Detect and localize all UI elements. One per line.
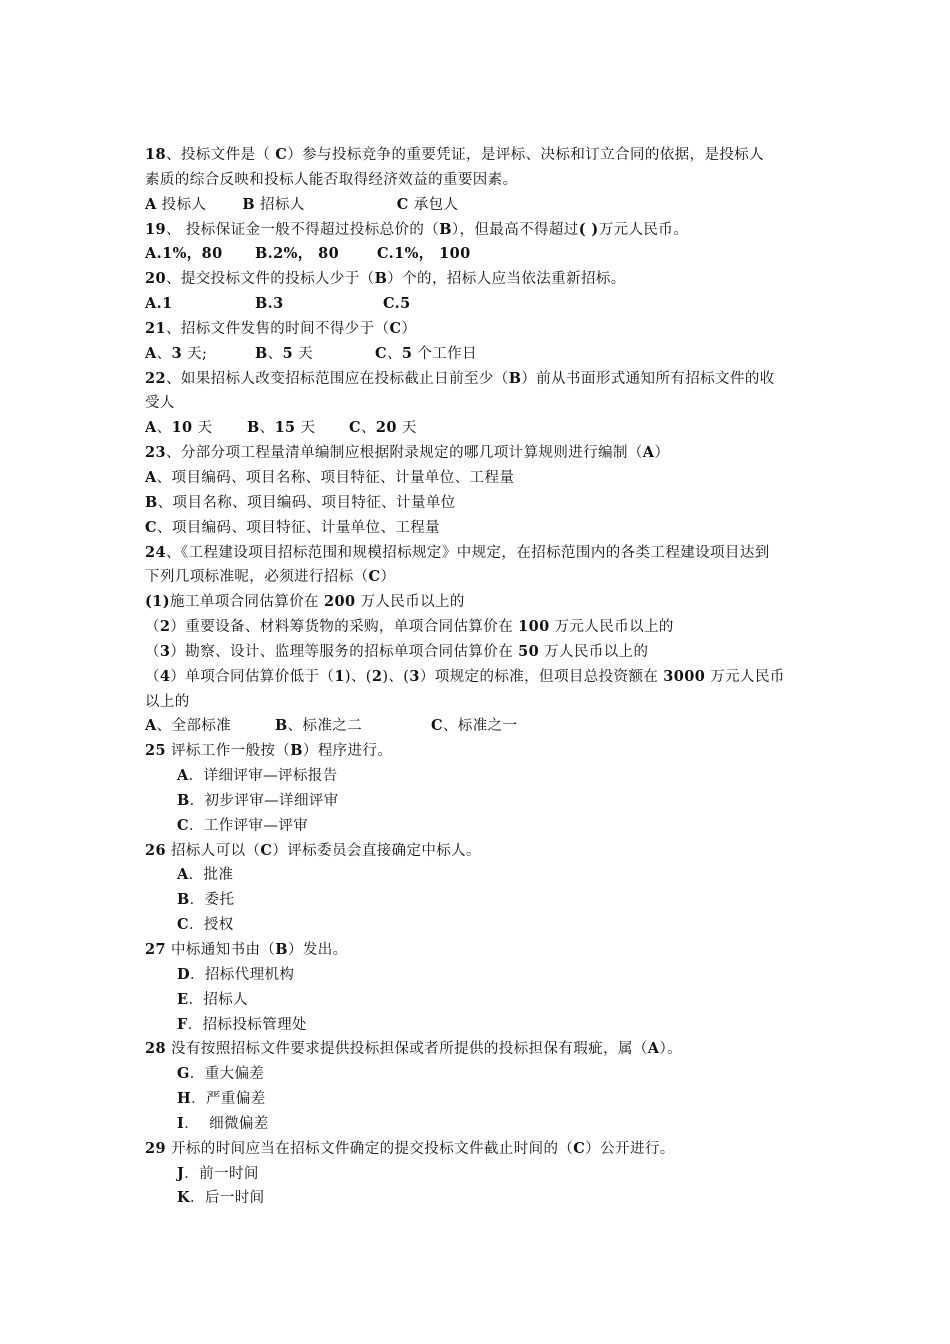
question-24-criterion-4: （4）单项合同估算价低于（1)、(2)、(3）项规定的标准，但项目总投资额在 3000 万元人民币 [145,667,785,685]
question-text: 、提交投标文件的投标人少于（ [165,271,375,288]
question-25-option-b [145,789,810,814]
option-text: ．后一时间 [190,1190,265,1207]
option-c [431,718,517,734]
option-number: 3 [171,344,183,362]
answer: B [439,220,452,238]
question-text: ）公开进行。 [585,1140,675,1157]
question-27-option-d [145,963,810,988]
option-key: A [145,419,157,437]
option-key: A [145,344,157,362]
question-29-option-j [145,1162,810,1187]
option-key: A [145,468,157,486]
question-text: 素质的综合反映和投标人能否取得经济效益的重要因素。 [145,171,518,188]
option-key: C [431,717,443,735]
option-text: ．初步评审—详细评审 [189,792,339,809]
criterion-number: 50 [518,642,540,660]
option-key: B [145,493,158,511]
question-25-option-c [145,814,810,839]
option-text: 、全部标准 [156,718,232,735]
option-text: ．详细评审—评标报告 [188,768,338,785]
criterion-key: (1) [145,593,171,611]
option-key: F [177,1015,188,1033]
question-number: 23 [145,444,166,462]
option-key: C [375,344,387,362]
question-20 [145,267,810,292]
option-text: 、项目编码、项目特征、计量单位、工程量 [156,519,441,536]
criterion-text: 万人民币以上的 [355,594,465,611]
question-text: ）前从书面形式通知所有招标文件的收 [521,370,775,387]
option-key: C [145,518,157,536]
option-text: ．委托 [189,892,235,909]
question-26-option-b [145,888,810,913]
question-text: ） [654,445,670,462]
criterion-text: 施工单项合同估算价在 [170,594,325,611]
option-c: C、5 个工作日 [375,344,477,362]
question-text: 、《工程建设项目招标范围和规模招标规定》中规定，在招标范围内的各类工程建设项目达到 [165,544,770,561]
criterion-text: 万人民币以上的 [539,643,649,660]
criterion-ref: 3 [409,667,420,685]
option-key: I [177,1114,185,1132]
option-a: A.1 [145,295,173,313]
option-text: 招标人 [255,196,305,213]
option-text: ．招标人 [188,991,249,1008]
answer: C [573,1139,586,1157]
option-text: ．严重偏差 [191,1091,266,1108]
criterion-key: 4 [159,667,171,685]
question-19-options [145,242,810,267]
option-b [275,714,431,739]
question-text: 招标人可以（ [165,842,261,859]
option-b: B、15 天 [247,419,316,437]
question-23-option-b [145,491,810,516]
option-text: ．重大偏差 [189,1066,265,1083]
option-a [145,714,275,739]
option-key: C [177,816,189,834]
question-20-options [145,292,810,317]
question-24 [145,541,810,566]
question-text: 没有按照招标文件要求提供投标担保或者所提供的投标担保有瑕疵，属（ [165,1041,648,1058]
option-c: C.5 [383,295,411,313]
option-text: 、标准之一 [442,718,518,735]
option-key: J [177,1164,185,1182]
question-text: 中标通知书由（ [165,942,276,958]
answer: C [260,841,273,859]
criterion-number: 3000 [663,667,706,685]
question-number: 24 [145,543,166,561]
question-text: 评标工作一般按（ [165,743,291,760]
option-key: E [177,990,189,1008]
option-text: 个工作日 [412,345,477,362]
option-key: H [177,1090,192,1108]
question-number: 27 [145,941,166,958]
question-number: 25 [145,742,166,760]
question-27-option-f [145,1013,810,1038]
question-text: 受人 [145,395,175,412]
option-number: 5 [401,344,413,362]
criterion-ref: 1 [334,667,345,685]
option-number: 5 [282,344,294,362]
answer: C [368,568,381,586]
criterion-text: ）单项合同估算价低于（ [170,668,335,685]
option-text: 、项目编码、项目名称、项目特征、计量单位、工程量 [156,469,515,486]
option-key: C [177,916,189,934]
option-b: B.2%， 80 [255,245,340,263]
option-text: 承包人 [408,196,459,213]
question-28-option-g [145,1062,810,1087]
option-text: ．前一时间 [184,1165,259,1182]
question-text: ）程序进行。 [302,743,393,760]
question-number: 22 [145,369,166,387]
criterion-paren: （ [145,619,160,636]
criterion-ref: 2 [371,667,383,685]
option-text: ．工作评审—评审 [188,817,309,834]
option-a: A.1%，80 [145,245,223,263]
option-text: 、项目名称、项目编码、项目特征、计量单位 [157,494,456,511]
answer: B [290,742,303,760]
question-24-criterion-4-cont [145,690,810,715]
question-26-option-a [145,863,810,888]
question-22-options [145,416,810,441]
answer: A [647,1040,660,1058]
question-text: 、 投标保证金一般不得超过投标总价的（ [165,221,440,238]
question-25-option-a [145,764,810,789]
question-22 [145,367,810,392]
option-text: ． 细微偏差 [184,1115,269,1132]
option-b: B、5 天 [255,344,313,362]
question-29-option-k [145,1186,810,1211]
question-text: 、如果招标人改变招标范围应在投标截止日前至少（ [165,370,509,387]
criterion-text: ）重要设备、材料筹货物的采购，单项合同估算价在 [170,619,519,636]
question-23 [145,441,810,466]
option-key: B [242,195,256,213]
criterion-text: ）项规定的标准，但项目总投资额在 [419,668,664,685]
question-19 [145,218,810,243]
question-27 [145,938,810,963]
option-text: 投标人 [156,196,207,213]
criterion-text: 以上的 [145,693,190,710]
question-22-cont [145,391,810,416]
criterion-key: 2 [159,618,171,636]
option-a: A、10 天 [145,419,213,437]
question-29 [145,1137,810,1162]
question-number: 19 [145,220,166,238]
question-text: ），但最高不得超过 [451,221,579,238]
option-text: 、标准之二 [287,718,363,735]
question-24-criterion-3: （3）勘察、设计、监理等服务的招标单项合同估算价在 50 万人民币以上的 [145,642,649,660]
blank: ( ) [578,220,599,238]
answer: C [275,146,288,163]
option-key: K [177,1189,191,1207]
option-text: 天; [182,345,208,362]
question-23-option-c [145,516,810,541]
question-text: 、招标文件发售的时间不得少于（ [165,320,390,337]
option-text: 天 [192,420,213,437]
question-text: 、投标文件是（ [165,147,276,163]
question-text: ）参与投标竞争的重要凭证，是评标、决标和订立合同的依据，是投标人 [287,147,765,163]
answer: B [374,270,388,288]
question-number: 21 [145,319,166,337]
option-key: G [177,1065,190,1083]
criterion-number: 200 [324,593,356,611]
answer: B [508,369,522,387]
option-key: A [177,866,189,884]
criterion-key: 3 [159,642,171,660]
question-18-cont [145,168,810,193]
question-23-option-a [145,466,810,491]
question-text: 开标的时间应当在招标文件确定的提交投标文件截止时间的（ [165,1140,574,1157]
option-text: 天 [295,420,316,437]
question-24-options [145,714,810,739]
question-number: 18 [145,146,166,163]
option-key: A [145,717,157,735]
question-number: 29 [145,1139,166,1157]
question-text: 、分部分项工程量清单编制应根据附录规定的哪几项计算规则进行编制（ [165,445,643,462]
question-24-cont [145,565,810,590]
option-text: ．批准 [188,867,234,884]
question-text: ）评标委员会直接确定中标人。 [272,842,481,859]
option-number: 10 [171,419,193,437]
criterion-text: 万元人民币 [705,668,785,685]
criterion-text: 万元人民币以上的 [549,619,674,636]
option-b: B.3 [255,295,284,313]
question-18-options [145,193,810,218]
option-text: ．授权 [188,917,234,934]
option-text: ．招标代理机构 [189,966,295,983]
question-number: 26 [145,841,166,859]
question-text: ）发出。 [287,942,348,958]
option-key: B [247,419,260,437]
question-26 [145,839,810,864]
question-28 [145,1037,810,1062]
question-text: ） [401,320,417,337]
answer: A [642,444,655,462]
criterion-number: 100 [518,618,550,636]
option-key: D [177,965,190,983]
option-number: 15 [274,419,296,437]
option-key: B [255,344,268,362]
question-27-option-e [145,988,810,1013]
question-text: 下列几项标准呢，必须进行招标（ [145,569,369,586]
question-28-option-i [145,1112,810,1137]
question-text: 万元人民币。 [598,221,689,238]
answer: C [389,319,402,337]
option-c: C.1%， 100 [377,245,471,263]
question-24-criterion-2 [145,615,810,640]
question-26-option-c [145,913,810,938]
question-25 [145,739,810,764]
question-18 [145,143,810,168]
question-21-options [145,342,810,367]
question-28-option-h [145,1087,810,1112]
question-21 [145,317,810,342]
option-key: C [349,419,361,437]
option-key: C [396,195,409,213]
option-a: A、3 天; [145,344,208,362]
option-key: B [275,717,288,735]
question-number: 28 [145,1040,166,1058]
question-24-criterion-1 [145,590,810,615]
option-key: A [177,767,189,785]
option-text: ．招标投标管理处 [187,1016,307,1033]
option-key: B [177,791,190,809]
question-text: ）个的，招标人应当依法重新招标。 [387,271,626,288]
option-text: 天 [396,420,417,437]
option-number: 20 [375,419,397,437]
option-key: A [145,195,157,213]
option-c: C、20 天 [349,419,417,437]
option-key: B [177,891,190,909]
option-text: 天 [293,345,313,362]
criterion-text: ）勘察、设计、监理等服务的招标单项合同估算价在 [170,643,519,660]
question-text: ）。 [659,1041,683,1058]
answer: B [275,941,288,958]
question-number: 20 [145,270,166,288]
exam-page [145,143,810,1211]
question-text: ） [380,569,396,586]
